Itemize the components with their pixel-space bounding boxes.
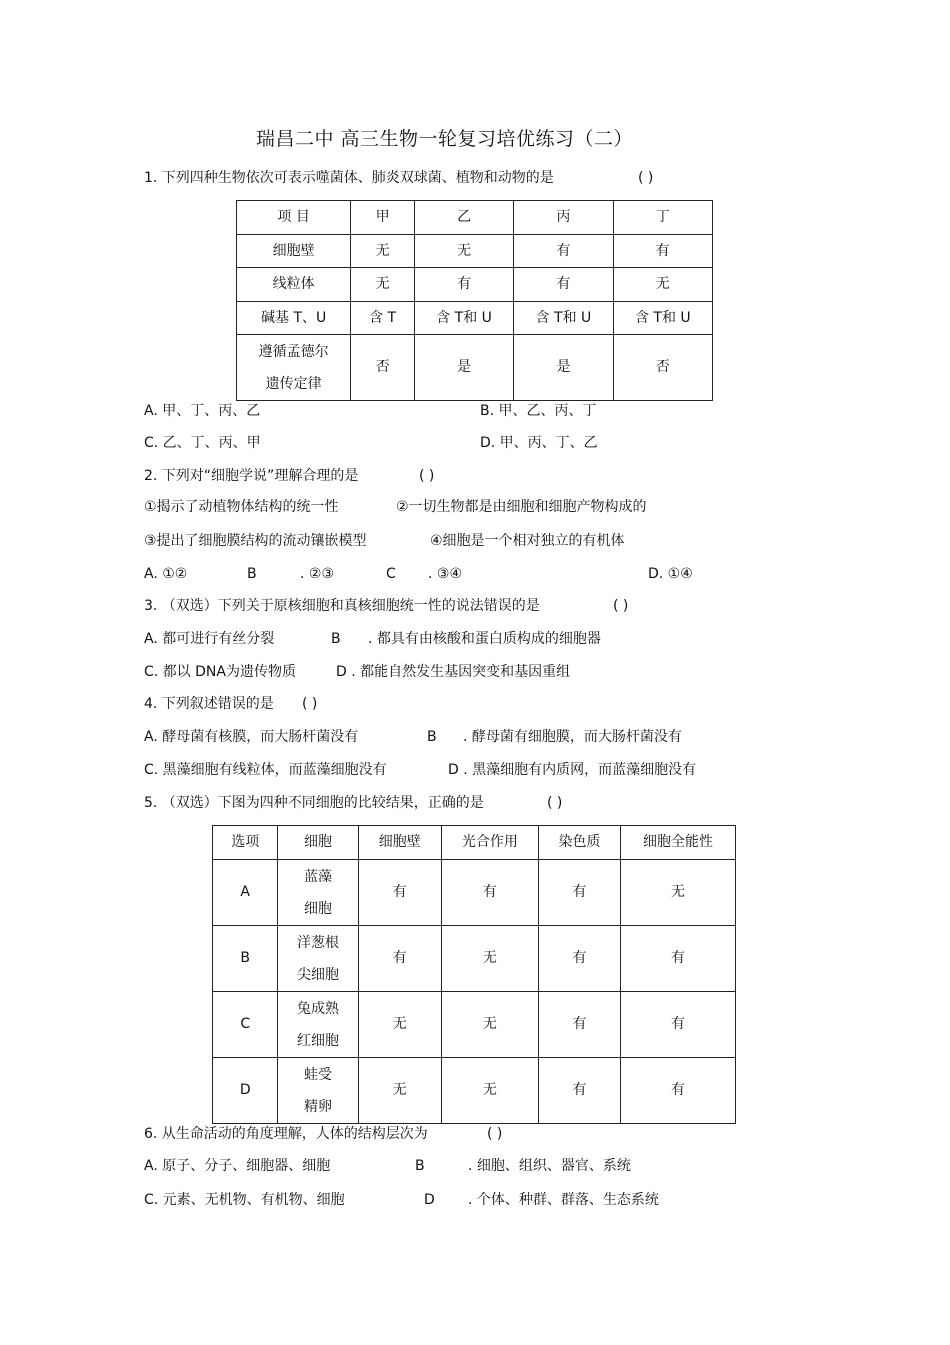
- q1-cell: 无: [351, 235, 415, 268]
- q4-option-c: C. 黑藻细胞有线粒体，而蓝藻细胞没有: [144, 762, 387, 778]
- q3-option-b: . 都具有由核酸和蛋白质构成的细胞器: [368, 631, 601, 647]
- q1-cell: 含 T和 U: [514, 302, 613, 335]
- q2-option-b: . ②③: [300, 566, 335, 582]
- q1-cell: 无: [351, 268, 415, 302]
- q1-th-yi: 乙: [414, 201, 513, 235]
- q5-option-label: B: [213, 926, 278, 992]
- q5-th-photosynthesis: 光合作用: [441, 826, 538, 860]
- q4-option-d: D . 黑藻细胞有内质网，而蓝藻细胞没有: [448, 762, 697, 778]
- q5-table: [212, 825, 736, 1124]
- q5-cell: 无: [358, 1058, 441, 1124]
- q5-cell: 有: [358, 926, 441, 992]
- q1-stem: 1. 下列四种生物依次可表示噬菌体、肺炎双球菌、植物和动物的是: [144, 170, 554, 186]
- q5-cell-name: [278, 926, 358, 992]
- q2-answer-paren: ( ): [419, 468, 435, 484]
- q5-cell: 有: [538, 926, 620, 992]
- q5-cell-name-line1: 蓝藻: [304, 868, 333, 885]
- q6-option-c: C. 元素、无机物、有机物、细胞: [144, 1192, 345, 1208]
- q1-cell: 有: [514, 235, 613, 268]
- q1-cell: 无: [414, 235, 513, 268]
- q3-option-c: C. 都以 DNA为遗传物质: [144, 664, 296, 680]
- q5-th-cell-wall: 细胞壁: [358, 826, 441, 860]
- table-row: [237, 268, 713, 302]
- q5-answer-paren: ( ): [547, 795, 563, 811]
- q5-th-chromatin: 染色质: [538, 826, 620, 860]
- table-row: [213, 1058, 736, 1124]
- q5-table-header-row: [213, 826, 736, 860]
- table-row: [237, 335, 713, 401]
- q1-th-bing: 丙: [514, 201, 613, 235]
- q1-cell: 含 T: [351, 302, 415, 335]
- q5-cell-name-line1: 蛙受: [304, 1066, 333, 1083]
- q4-stem: 4. 下列叙述错误的是: [144, 696, 274, 712]
- q5-cell: 有: [358, 860, 441, 926]
- q1-cell: 含 T和 U: [414, 302, 513, 335]
- q3-answer-paren: ( ): [613, 598, 629, 614]
- q1-row4-label-line1: 遵循孟德尔: [258, 343, 329, 360]
- q5-cell-name-line2: 细胞: [304, 900, 333, 917]
- q1-row-label: 线粒体: [237, 268, 351, 302]
- q5-cell-name-line2: 精卵: [304, 1098, 333, 1115]
- q6-option-b-letter: B: [415, 1158, 425, 1174]
- q5-cell-name-line2: 红细胞: [297, 1032, 340, 1049]
- q4-answer-paren: ( ): [302, 696, 318, 712]
- q1-cell: 有: [613, 235, 712, 268]
- q5-cell: 无: [358, 992, 441, 1058]
- q5-cell: 无: [621, 860, 736, 926]
- q5-th-option: 选项: [213, 826, 278, 860]
- q2-statement-1: ①揭示了动植物体结构的统一性: [144, 499, 339, 515]
- q2-option-d: D. ①④: [648, 566, 693, 582]
- q6-option-a: A. 原子、分子、细胞器、细胞: [144, 1158, 331, 1174]
- q3-option-d: D . 都能自然发生基因突变和基因重组: [336, 664, 571, 680]
- q6-option-b: . 细胞、组织、器官、系统: [468, 1158, 631, 1174]
- q4-option-b: . 酵母菌有细胞膜，而大肠杆菌没有: [463, 729, 682, 745]
- q5-cell-name-line1: 兔成熟: [297, 1000, 340, 1017]
- q5-cell-name: [278, 860, 358, 926]
- q5-cell-name: [278, 1058, 358, 1124]
- q1-cell: 无: [613, 268, 712, 302]
- q5-cell: 无: [441, 926, 538, 992]
- table-row: [237, 302, 713, 335]
- table-row: [213, 992, 736, 1058]
- q1-cell: 否: [613, 335, 712, 401]
- q1-cell: 是: [414, 335, 513, 401]
- q1-row-label: 碱基 T、U: [237, 302, 351, 335]
- q5-cell: 有: [621, 1058, 736, 1124]
- q5-option-label: C: [213, 992, 278, 1058]
- q5-option-label: D: [213, 1058, 278, 1124]
- q5-cell: 有: [441, 860, 538, 926]
- q1-th-jia: 甲: [351, 201, 415, 235]
- q4-option-b-letter: B: [427, 729, 437, 745]
- q1-th-item: 项 目: [237, 201, 351, 235]
- q5-th-cell: 细胞: [278, 826, 358, 860]
- q5-cell: 有: [621, 992, 736, 1058]
- q2-stem: 2. 下列对“细胞学说”理解合理的是: [144, 468, 359, 484]
- q1-option-d: D. 甲、丙、丁、乙: [480, 435, 598, 451]
- q5-cell: 无: [441, 992, 538, 1058]
- page-title: 瑞昌二中 高三生物一轮复习培优练习（二）: [256, 128, 634, 150]
- q1-cell: 否: [351, 335, 415, 401]
- q1-row-label: 细胞壁: [237, 235, 351, 268]
- q2-option-b-letter: B: [247, 566, 257, 582]
- q5-cell: 有: [538, 992, 620, 1058]
- q3-option-b-letter: B: [331, 631, 341, 647]
- q1-row-label: [237, 335, 351, 401]
- table-row: [213, 926, 736, 992]
- q5-cell-name-line2: 尖细胞: [297, 966, 340, 983]
- q2-statement-3: ③提出了细胞膜结构的流动镶嵌模型: [144, 533, 367, 549]
- q2-option-c-letter: C: [386, 566, 396, 582]
- q5-cell: 有: [538, 860, 620, 926]
- table-row: [237, 235, 713, 268]
- q1-cell: 是: [514, 335, 613, 401]
- q1-table-header-row: [237, 201, 713, 235]
- q5-cell-name-line1: 洋葱根: [297, 934, 340, 951]
- q2-option-a: A. ①②: [144, 566, 188, 582]
- q5-stem: 5. （双选）下图为四种不同细胞的比较结果，正确的是: [144, 795, 484, 811]
- q5-th-totipotency: 细胞全能性: [621, 826, 736, 860]
- q2-statement-4: ④细胞是一个相对独立的有机体: [430, 533, 625, 549]
- q5-cell: 有: [621, 926, 736, 992]
- q1-cell: 含 T和 U: [613, 302, 712, 335]
- q1-cell: 有: [414, 268, 513, 302]
- q6-option-d: . 个体、种群、群落、生态系统: [468, 1192, 659, 1208]
- q1-th-ding: 丁: [613, 201, 712, 235]
- q1-option-c: C. 乙、丁、丙、甲: [144, 435, 261, 451]
- q3-option-a: A. 都可进行有丝分裂: [144, 631, 275, 647]
- table-row: [213, 860, 736, 926]
- q4-option-a: A. 酵母菌有核膜，而大肠杆菌没有: [144, 729, 359, 745]
- q2-statement-2: ②一切生物都是由细胞和细胞产物构成的: [396, 499, 647, 515]
- q6-option-d-letter: D: [424, 1192, 435, 1208]
- q1-table: [236, 200, 713, 401]
- q2-option-c: . ③④: [428, 566, 463, 582]
- q5-cell: 有: [538, 1058, 620, 1124]
- q1-option-a: A. 甲、丁、丙、乙: [144, 403, 261, 419]
- q5-cell-name: [278, 992, 358, 1058]
- q1-row4-label-line2: 遗传定律: [265, 375, 322, 392]
- q1-answer-paren: ( ): [638, 170, 654, 186]
- q5-option-label: A: [213, 860, 278, 926]
- q1-option-b: B. 甲、乙、丙、丁: [480, 403, 597, 419]
- q5-cell: 无: [441, 1058, 538, 1124]
- q6-answer-paren: ( ): [487, 1126, 503, 1142]
- q3-stem: 3. （双选）下列关于原核细胞和真核细胞统一性的说法错误的是: [144, 598, 540, 614]
- q1-cell: 有: [514, 268, 613, 302]
- q6-stem: 6. 从生命活动的角度理解，人体的结构层次为: [144, 1126, 428, 1142]
